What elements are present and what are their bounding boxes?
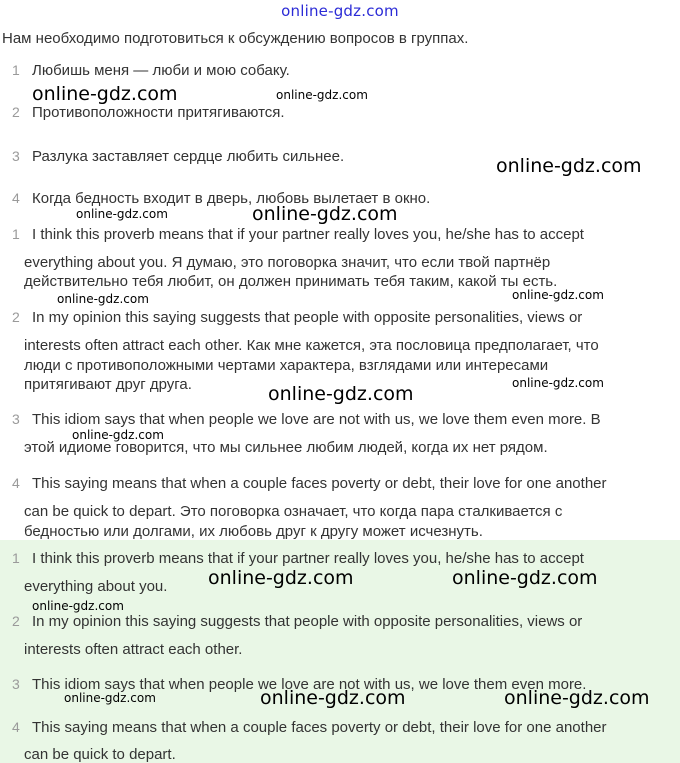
answer-number: 2 xyxy=(12,309,20,325)
answer-line: притягивают друг друга. xyxy=(24,376,192,393)
watermark: online-gdz.com xyxy=(496,155,642,177)
watermark: online-gdz.com xyxy=(268,383,414,405)
answer-number: 3 xyxy=(12,411,20,427)
proverb-number: 3 xyxy=(12,148,20,164)
watermark: online-gdz.com xyxy=(57,292,149,306)
english-answer-line: I think this proverb means that if your partner really loves you, he/she has to accept xyxy=(32,550,584,567)
english-answer-line: everything about you. xyxy=(24,578,168,595)
proverb-text: Противоположности притягиваются. xyxy=(32,104,285,121)
watermark: online-gdz.com xyxy=(260,687,406,709)
answer-line: interests often attract each other. Как мне кажется, эта пословица предполагает, что xyxy=(24,337,599,354)
answer-line: This saying means that when a couple faces poverty or debt, their love for one another xyxy=(32,475,607,492)
watermark: online-gdz.com xyxy=(252,203,398,225)
answer-line: бедностью или долгами, их любовь друг к другу может исчезнуть. xyxy=(24,523,483,540)
proverb-number: 2 xyxy=(12,104,20,120)
english-answer-number: 3 xyxy=(12,676,20,692)
answer-line: люди с противоположными чертами характера, взглядами или интересами xyxy=(24,357,549,374)
english-answer-number: 2 xyxy=(12,613,20,629)
english-answer-line: interests often attract each other. xyxy=(24,641,243,658)
answer-number: 4 xyxy=(12,475,20,491)
answer-number: 1 xyxy=(12,226,20,242)
proverb-number: 4 xyxy=(12,190,20,206)
english-answer-line: This saying means that when a couple faces poverty or debt, their love for one another xyxy=(32,719,607,736)
watermark: online-gdz.com xyxy=(32,83,178,105)
english-answer-number: 1 xyxy=(12,550,20,566)
watermark: online-gdz.com xyxy=(512,376,604,390)
watermark: online-gdz.com xyxy=(504,687,650,709)
proverb-text: Когда бедность входит в дверь, любовь вылетает в окно. xyxy=(32,190,431,207)
english-answer-line: This idiom says that when people we love are not with us, we love them even more. xyxy=(32,676,587,693)
site-header[interactable]: online-gdz.com xyxy=(281,2,399,20)
watermark: online-gdz.com xyxy=(452,567,598,589)
answer-line: This idiom says that when people we love are not with us, we love them even more. В xyxy=(32,411,601,428)
watermark: online-gdz.com xyxy=(276,88,368,102)
proverb-text: Любишь меня — люби и мою собаку. xyxy=(32,62,290,79)
watermark: online-gdz.com xyxy=(208,567,354,589)
answer-line: In my opinion this saying suggests that people with opposite personalities, views or xyxy=(32,309,583,326)
watermark: online-gdz.com xyxy=(512,288,604,302)
proverb-number: 1 xyxy=(12,62,20,78)
watermark: online-gdz.com xyxy=(32,599,124,613)
answer-line: действительно тебя любит, он должен принимать тебя таким, какой ты есть. xyxy=(24,273,558,290)
proverb-text: Разлука заставляет сердце любить сильнее. xyxy=(32,148,345,165)
watermark: online-gdz.com xyxy=(64,691,156,705)
answer-line: этой идиоме говорится, что мы сильнее любим людей, когда их нет рядом. xyxy=(24,439,548,456)
english-answer-line: can be quick to depart. xyxy=(24,746,176,763)
english-answer-number: 4 xyxy=(12,719,20,735)
intro-text: Нам необходимо подготовиться к обсуждению вопросов в группах. xyxy=(2,30,469,47)
watermark: online-gdz.com xyxy=(76,207,168,221)
answer-line: everything about you. Я думаю, это поговорка значит, что если твой партнёр xyxy=(24,254,551,271)
answer-line: can be quick to depart. Это поговорка означает, что когда пара сталкивается с xyxy=(24,503,563,520)
watermark: online-gdz.com xyxy=(72,428,164,442)
answer-line: I think this proverb means that if your partner really loves you, he/she has to accept xyxy=(32,226,584,243)
english-answer-line: In my opinion this saying suggests that people with opposite personalities, views or xyxy=(32,613,583,630)
